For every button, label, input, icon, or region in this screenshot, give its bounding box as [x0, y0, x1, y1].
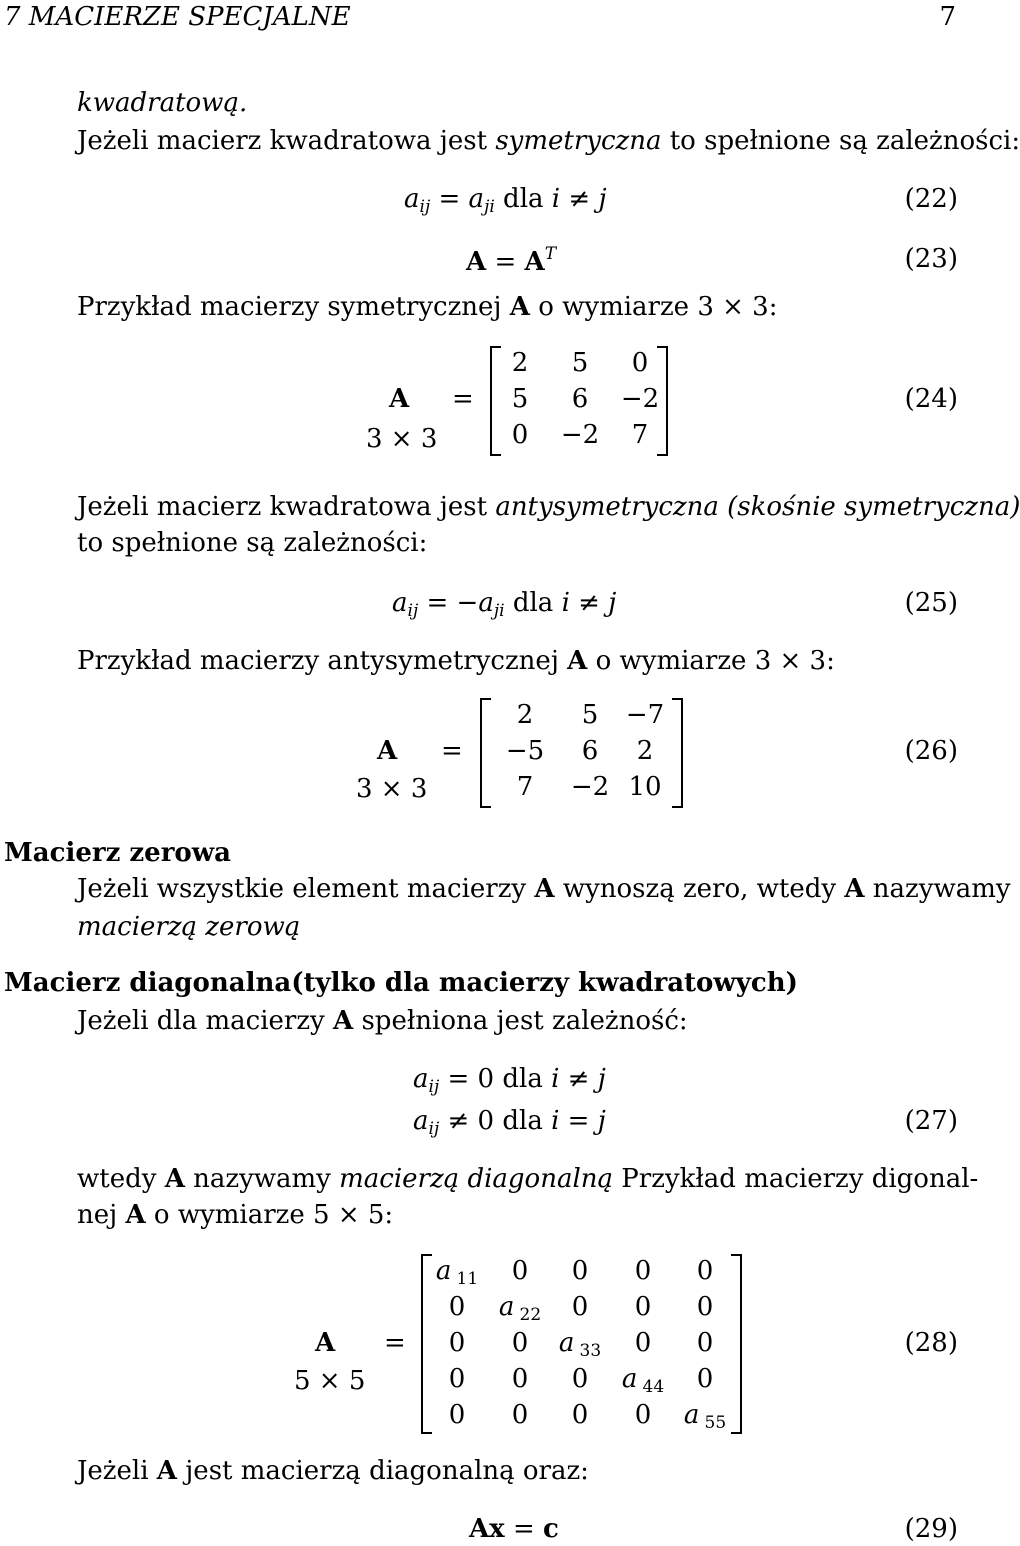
text: Jeżeli dla macierzy	[77, 1006, 334, 1036]
matrix-cell: 6	[581, 736, 599, 766]
symbol: a	[413, 1106, 429, 1136]
equation-number: (27)	[904, 1106, 958, 1136]
matrix-cell: −5	[505, 736, 545, 766]
matrix-cell: 0	[571, 1292, 589, 1322]
symbol: A	[509, 292, 530, 322]
section-title: 7 MACIERZE SPECJALNE	[4, 2, 351, 32]
paragraph-diagonalna	[77, 1008, 688, 1034]
formula	[404, 186, 607, 216]
matrix-cell: 0	[448, 1364, 466, 1394]
text: o wymiarze 5 × 5:	[145, 1200, 394, 1230]
operator: ≠	[569, 588, 609, 618]
matrix-cell: 0	[511, 1256, 529, 1286]
text: dla	[504, 588, 562, 618]
operator: =	[559, 1106, 598, 1136]
page-number: 7	[939, 2, 956, 32]
text: o wymiarze 3 × 3:	[587, 646, 835, 676]
matrix-cell: 0	[511, 1328, 529, 1358]
matrix-cell: a $_{33}$	[558, 1328, 602, 1361]
matrix-label: A	[377, 736, 398, 766]
text: Przykład macierzy symetrycznej	[77, 292, 510, 322]
paragraph-kwadratowa: kwadratową.	[77, 88, 248, 118]
term-symetryczna: symetryczna	[495, 126, 662, 156]
matrix-cell: 10	[628, 772, 662, 802]
text: o wymiarze 3 × 3:	[529, 292, 778, 322]
formula	[469, 1516, 559, 1542]
text: Jeżeli	[77, 1456, 157, 1486]
matrix-cell: 0	[696, 1328, 714, 1358]
symbol: j	[597, 1106, 606, 1136]
text: wtedy	[77, 1164, 165, 1194]
text: to spełnione są zależności:	[661, 126, 1020, 156]
formula	[413, 1108, 606, 1138]
subscript: ij	[407, 601, 419, 621]
formula	[413, 1066, 606, 1096]
symbol: A	[333, 1006, 354, 1036]
superscript: T	[544, 244, 557, 264]
symbol: j	[598, 184, 607, 214]
text: jest macierzą diagonalną oraz:	[176, 1456, 589, 1486]
matrix-cell: 0	[631, 348, 649, 378]
equation-number: (22)	[904, 184, 958, 214]
subscript: ij	[428, 1077, 440, 1097]
symbol: Ax	[469, 1514, 505, 1544]
subscript: ji	[484, 197, 495, 217]
symbol: A	[567, 646, 588, 676]
matrix-cell: 0	[634, 1400, 652, 1430]
paragraph-przyklad-antysymetryczna	[77, 648, 835, 674]
matrix-cell: 6	[571, 384, 589, 414]
symbol: A	[125, 1200, 146, 1230]
symbol: = −a	[418, 588, 494, 618]
matrix-cell: 5	[511, 384, 529, 414]
matrix-cell: −2	[570, 772, 610, 802]
symbol: i	[551, 1064, 560, 1094]
matrix-label: A	[389, 384, 410, 414]
symbol: a	[404, 184, 420, 214]
symbol: i	[551, 1106, 560, 1136]
symbol: A	[844, 874, 865, 904]
equation-number: (24)	[904, 384, 958, 414]
symbol: j	[608, 588, 617, 618]
term-macierz-diagonalna: macierzą diagonalną	[339, 1164, 614, 1194]
subscript: ji	[493, 601, 505, 621]
matrix-cell: 0	[696, 1364, 714, 1394]
operator: =	[452, 384, 474, 414]
paragraph-zerowa	[77, 876, 1011, 902]
term-antysymetryczna: antysymetryczna (skośnie symetryczna)	[495, 492, 1020, 522]
paragraph-antysymetryczna	[77, 494, 1020, 520]
paragraph-diagonal-oraz	[77, 1458, 589, 1484]
symbol: A	[524, 247, 545, 277]
matrix-cell: 2	[511, 348, 529, 378]
equation-number: (23)	[904, 244, 958, 274]
symbol: i	[551, 184, 561, 214]
left-bracket	[480, 698, 491, 808]
matrix-cell: 2	[516, 700, 534, 730]
equation-number: (29)	[904, 1514, 958, 1544]
operator: =	[504, 1514, 544, 1544]
symbol: j	[597, 1064, 606, 1094]
equation-number: (25)	[904, 588, 958, 618]
symbol: A	[534, 874, 555, 904]
matrix-dims: 3 × 3	[356, 774, 428, 804]
operator: =	[384, 1328, 406, 1358]
matrix-cell: 2	[636, 736, 654, 766]
matrix-cell: 7	[631, 420, 649, 450]
matrix-cell: 0	[634, 1328, 652, 1358]
text: Jeżeli wszystkie element macierzy	[77, 874, 535, 904]
matrix-cell: 0	[511, 1364, 529, 1394]
text: = 0 dla	[439, 1064, 552, 1094]
matrix-cell: 0	[571, 1256, 589, 1286]
text: nazywamy	[864, 874, 1011, 904]
matrix-cell: a $_{22}$	[498, 1292, 542, 1325]
operator: =	[441, 736, 463, 766]
text: dla	[494, 184, 552, 214]
symbol: A	[164, 1164, 185, 1194]
matrix-cell: −7	[625, 700, 665, 730]
paragraph-line	[77, 1202, 393, 1228]
operator: ≠	[559, 1064, 598, 1094]
matrix-cell: 0	[448, 1328, 466, 1358]
matrix-cell: 5	[581, 700, 599, 730]
equation-number: (28)	[904, 1328, 958, 1358]
text: ≠ 0 dla	[439, 1106, 552, 1136]
matrix-cell: −2	[620, 384, 660, 414]
paragraph-przyklad-symetryczna	[77, 294, 778, 320]
matrix-cell: a $_{11}$	[435, 1256, 479, 1289]
running-header	[4, 4, 351, 30]
operator: ≠	[560, 184, 599, 214]
matrix-cell: 0	[634, 1256, 652, 1286]
equation-number: (26)	[904, 736, 958, 766]
symbol: = a	[430, 184, 485, 214]
section-heading-diagonalna: Macierz diagonalna(tylko dla macierzy kwadratowych)	[4, 968, 798, 998]
text: Jeżeli macierz kwadratowa jest	[77, 126, 496, 156]
text: wynoszą zero, wtedy	[554, 874, 845, 904]
subscript: ij	[428, 1119, 440, 1139]
symbol: i	[561, 588, 570, 618]
matrix-cell: 0	[696, 1256, 714, 1286]
operator: =	[486, 247, 525, 277]
symbol: A	[466, 247, 487, 277]
matrix-cell: 0	[571, 1364, 589, 1394]
matrix-cell: a $_{44}$	[621, 1364, 665, 1397]
paragraph-symetryczna	[77, 128, 1020, 154]
text: Przykład macierzy digonal-	[613, 1164, 979, 1194]
matrix-cell: 7	[516, 772, 534, 802]
matrix-cell: −2	[560, 420, 600, 450]
text: spełniona jest zależność:	[353, 1006, 688, 1036]
symbol: A	[156, 1456, 177, 1486]
matrix-cell: 0	[571, 1400, 589, 1430]
text: Jeżeli macierz kwadratowa jest	[77, 492, 496, 522]
text: nazywamy	[184, 1164, 340, 1194]
subscript: ij	[419, 197, 431, 217]
matrix-cell: 0	[634, 1292, 652, 1322]
matrix-cell: 0	[448, 1400, 466, 1430]
matrix-cell: 5	[571, 348, 589, 378]
paragraph-diagonalna-def	[77, 1166, 978, 1192]
symbol: a	[392, 588, 408, 618]
term-macierz-zerowa: macierzą zerową	[77, 912, 301, 942]
text: Przykład macierzy antysymetrycznej	[77, 646, 568, 676]
formula	[392, 590, 616, 620]
section-heading-zerowa: Macierz zerowa	[4, 838, 231, 868]
symbol: c	[543, 1514, 559, 1544]
matrix-dims: 3 × 3	[366, 424, 438, 454]
text: nej	[77, 1200, 126, 1230]
matrix-cell: 0	[511, 420, 529, 450]
formula	[466, 246, 556, 275]
matrix-label: A	[315, 1328, 336, 1358]
symbol: a	[413, 1064, 429, 1094]
matrix-dims: 5 × 5	[294, 1366, 366, 1396]
paragraph-line: to spełnione są zależności:	[77, 528, 428, 558]
matrix-cell: 0	[448, 1292, 466, 1322]
matrix-cell: 0	[511, 1400, 529, 1430]
matrix-cell: a $_{55}$	[683, 1400, 727, 1433]
matrix-cell: 0	[696, 1292, 714, 1322]
